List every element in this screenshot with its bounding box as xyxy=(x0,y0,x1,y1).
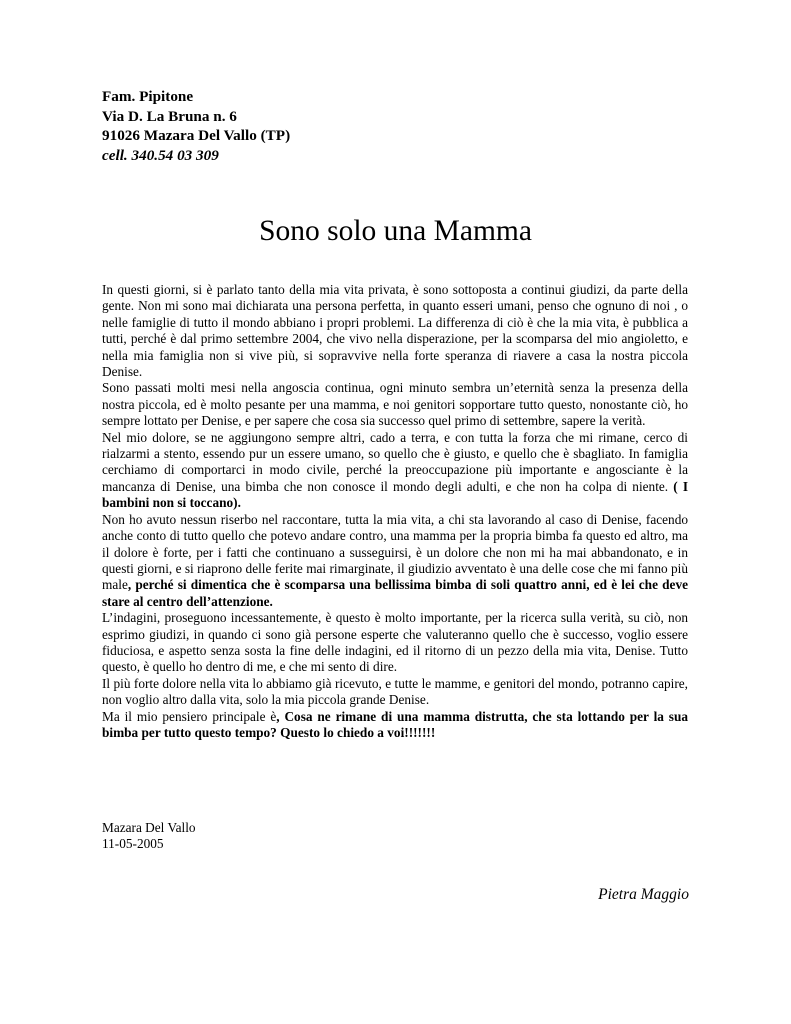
paragraph-text: L’indagini, proseguono incessantemente, è questo è molto importante, per la ricerca sulla verità, su ciò, non esprimo giudizi, in quando ci sono già persone esperte che valuteranno quello che è successo, voglio essere fiduciosa, e aspetto senza sosta la fine delle indagini, ed il ritorno di un pezzo della mia vita, Denise. Tutto questo, è quello ho dentro di me, e che mi sento di dire. xyxy=(102,610,688,675)
paragraph-text: Ma il mio pensiero principale è xyxy=(102,708,277,724)
paragraph-text: Sono passati molti mesi nella angoscia continua, ogni minuto sembra un’eternità senza la presenza della nostra piccola, ed è molto pesante per una mamma, e noi genitori sopportare tutto questo, nonostante ciò, ho sempre lottato per Denise, e per sapere che cosa sia successo quel primo di settembre, sapere la verità. xyxy=(102,380,688,429)
letter-title: Sono solo una Mamma xyxy=(259,215,532,247)
place-and-date xyxy=(102,820,196,853)
letter-body xyxy=(102,282,688,741)
body-paragraph xyxy=(102,610,688,676)
closing-date: 11-05-2005 xyxy=(102,836,164,852)
sender-address-block xyxy=(102,87,290,165)
body-paragraph xyxy=(102,512,688,610)
sender-street: Via D. La Bruna n. 6 xyxy=(102,107,237,125)
body-paragraph xyxy=(102,709,688,742)
paragraph-text: Non ho avuto nessun riserbo nel raccontare, tutta la mia vita, a chi sta lavorando al caso di Denise, facendo anche conto di tutto quello che potevo andare contro, una mamma per la propria bimba fa questo ed altro, ma il dolore è forte, per i fatti che continuano a susseguirsi, è un dolore che non mi ha mai abbandonato, e in questi giorni, e si riaprono delle ferite mai rimarginate, il giudizio avventato è una delle cose che mi fanno più male xyxy=(102,511,688,593)
body-paragraph xyxy=(102,282,688,380)
body-paragraph xyxy=(102,380,688,429)
paragraph-bold-text: , perché si dimentica che è scomparsa una bellissima bimba di soli quattro anni, ed è lei che deve stare al centro dell’attenzione. xyxy=(102,577,688,609)
paragraph-bold-text: , Cosa ne rimane di una mamma distrutta, che sta lottando per la sua bimba per tutto questo tempo? Questo lo chiedo a voi!!!!!!! xyxy=(102,708,689,740)
body-paragraph xyxy=(102,676,688,709)
closing-place: Mazara Del Vallo xyxy=(102,820,196,835)
paragraph-text: Nel mio dolore, se ne aggiungono sempre altri, cado a terra, e con tutta la forza che mi rimane, cerco di rialzarmi a stento, essendo pur un essere umano, so quello che è giusto, e quello che è sbagliato. In famiglia cerchiamo di comportarci in modo civile, perché la preoccupazione più importante e angosciante è la mancanza di Denise, una bimba che non conosce il mondo degli adulti, e che non ha colpa di niente. xyxy=(102,429,688,494)
paragraph-bold-text: ( I bambini non si toccano). xyxy=(102,478,689,511)
signature: Pietra Maggio xyxy=(598,886,689,903)
sender-city: 91026 Mazara Del Vallo (TP) xyxy=(102,127,291,144)
paragraph-text: In questi giorni, si è parlato tanto della mia vita privata, è sono sottoposta a continui giudizi, da parte della gente. Non mi sono mai dichiarata una persona perfetta, in quanto esseri umani, penso che ognuno di noi , o nelle famiglie di tutto il mondo abbiano i propri problemi. La differenza di ciò è che la mia vita, è pubblica a tutti, perché è dal primo settembre 2004, che vivo nella disperazione, per la scomparsa del mio angioletto, e nella mia famiglia non si vive più, si sopravvive nella forte speranza di riavere a casa la nostra piccola Denise. xyxy=(102,282,688,380)
body-paragraph xyxy=(102,430,688,512)
sender-name: Fam. Pipitone xyxy=(102,88,194,105)
sender-phone: cell. 340.54 03 309 xyxy=(102,146,219,164)
paragraph-text: Il più forte dolore nella vita lo abbiamo già ricevuto, e tutte le mamme, e genitori del mondo, potranno capire, non voglio altro dalla vita, solo la mia piccola grande Denise. xyxy=(102,675,688,708)
